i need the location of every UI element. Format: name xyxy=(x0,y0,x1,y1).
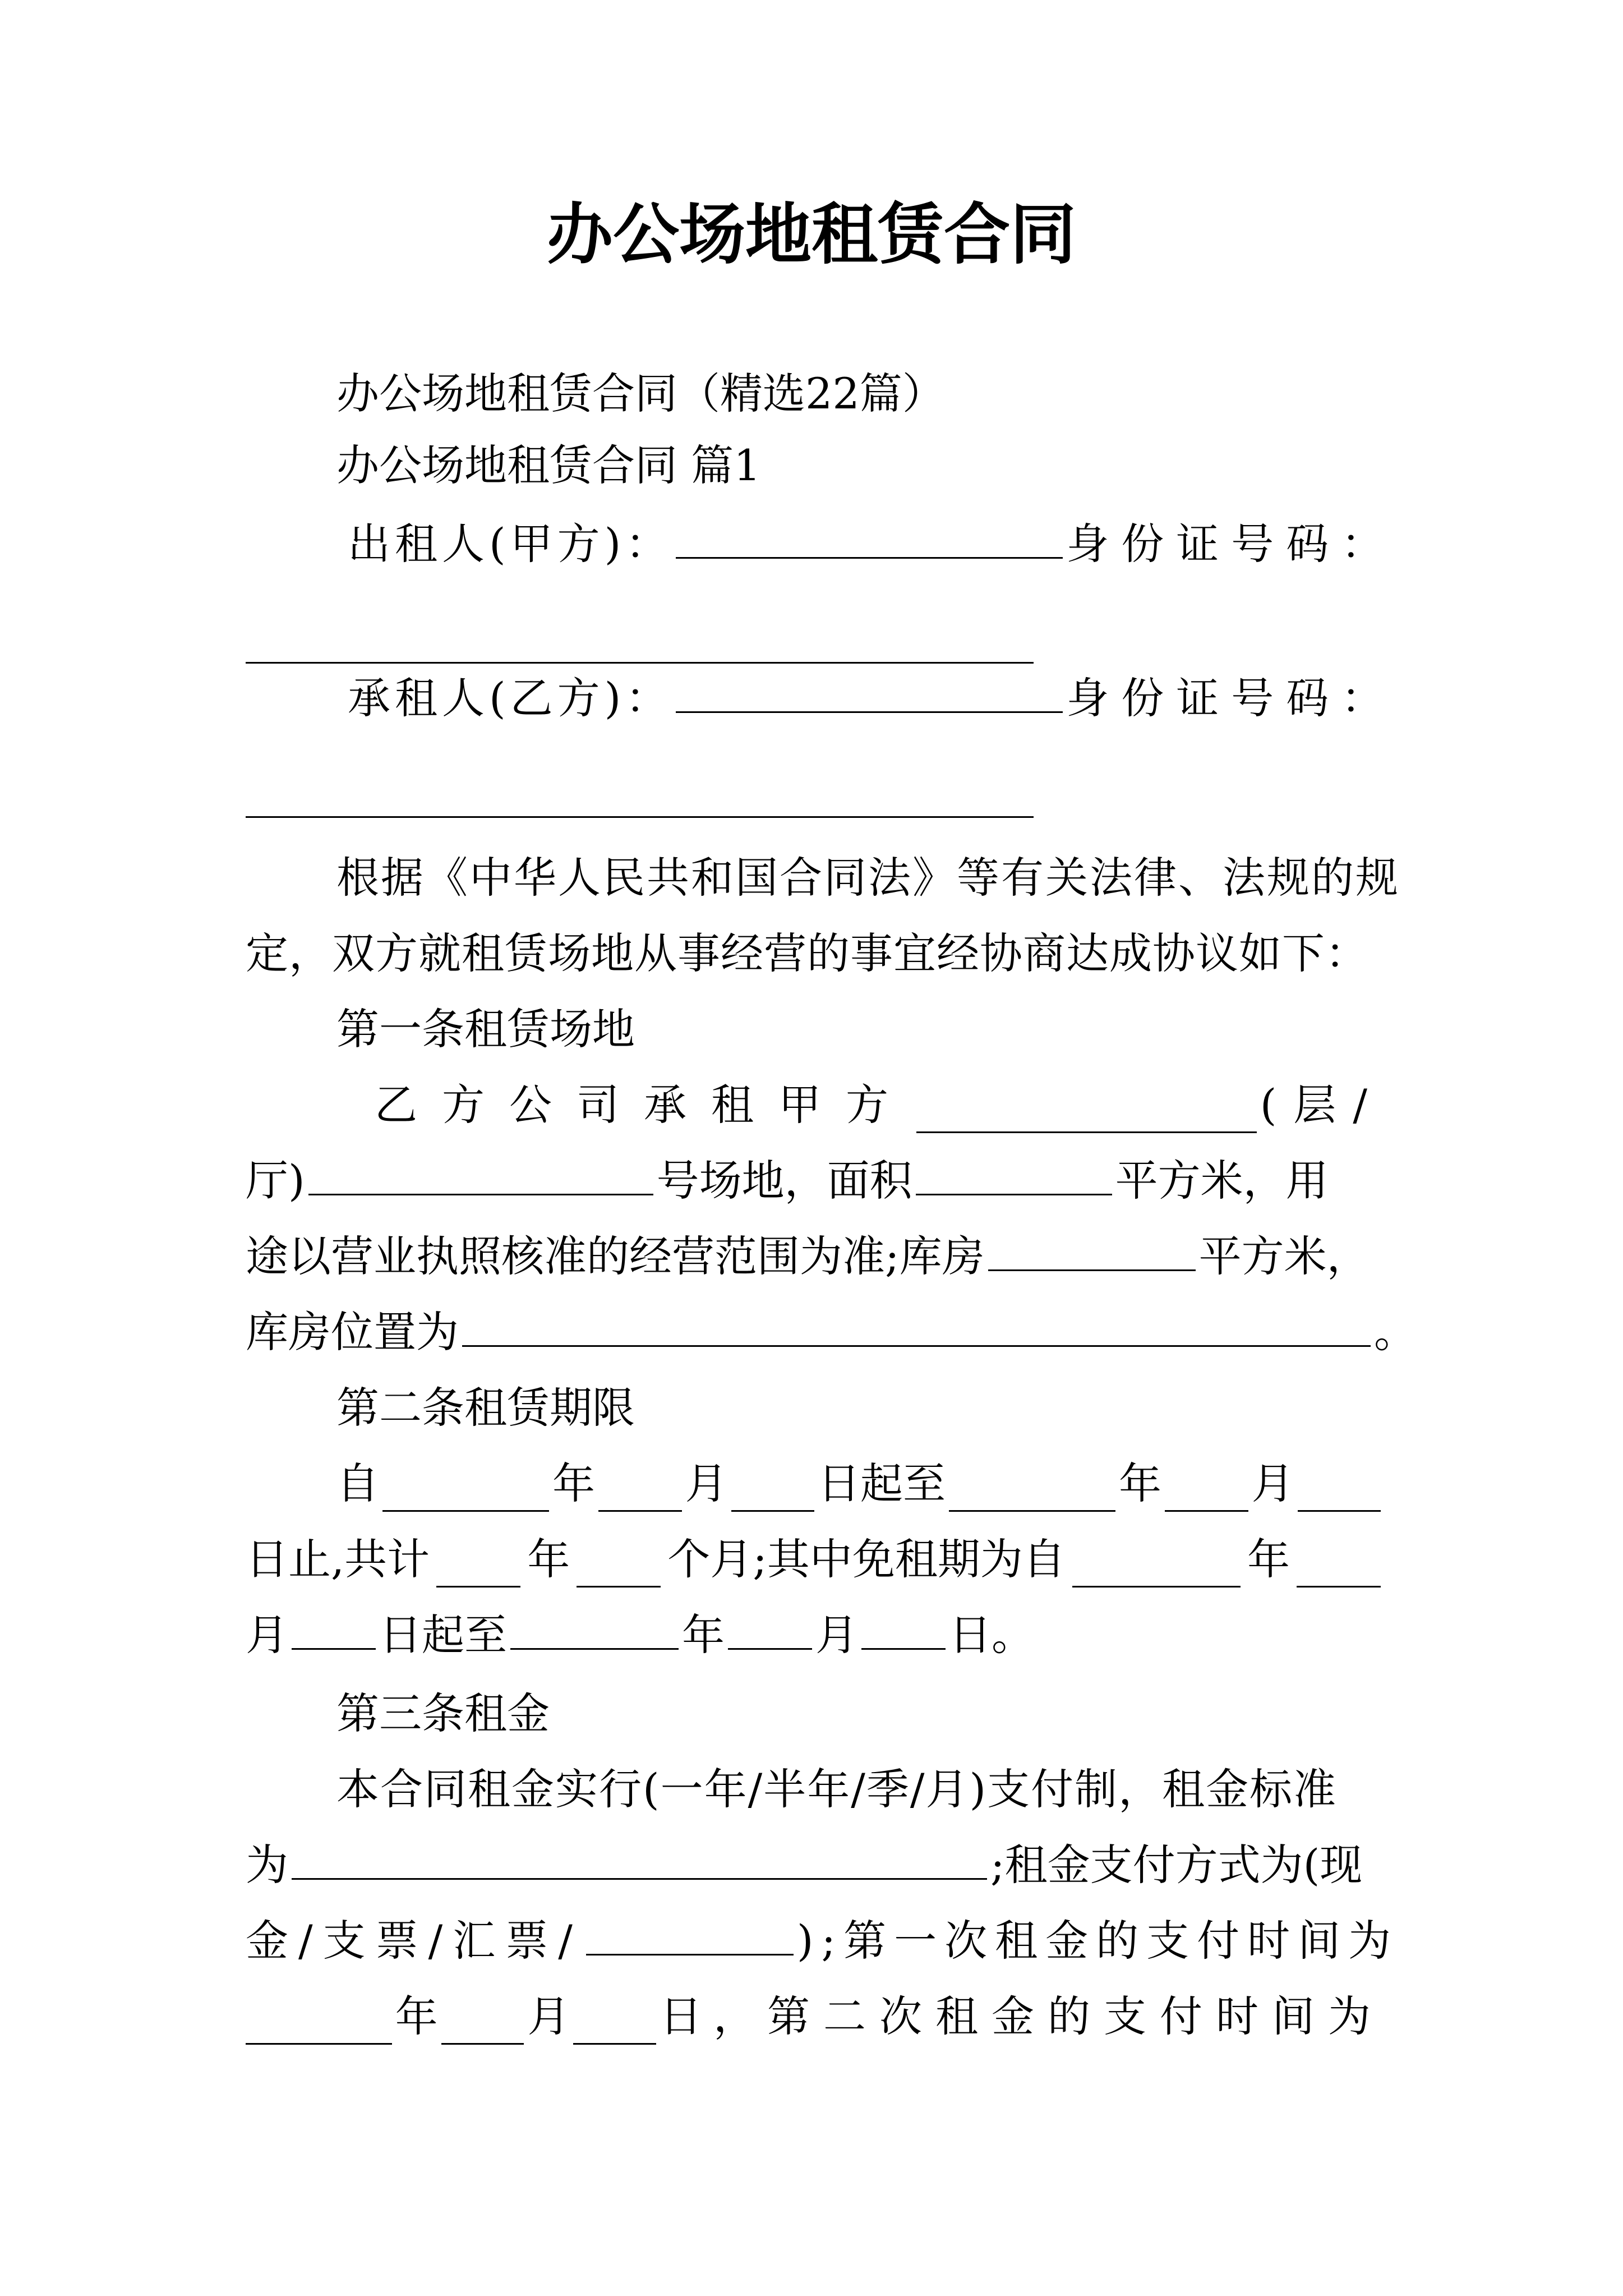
text: 年 xyxy=(682,1610,725,1660)
text: ;租金支付方式为(现 xyxy=(990,1840,1363,1890)
warehouse-location-blank[interactable] xyxy=(462,1306,1371,1347)
text: 平方米，用 xyxy=(1115,1156,1329,1205)
id-label: 身份证号码： xyxy=(1066,673,1396,723)
free-start-month-blank[interactable] xyxy=(1297,1547,1381,1588)
free-start-year-blank[interactable] xyxy=(1072,1547,1241,1588)
text: 年 xyxy=(527,1534,570,1584)
text: 月 xyxy=(815,1610,858,1660)
article-2-line-3 xyxy=(246,1607,1384,1663)
site-number-blank[interactable] xyxy=(308,1154,653,1195)
free-end-year-blank[interactable] xyxy=(510,1609,679,1650)
text: 途以营业执照核准的经营范围为准;库房 xyxy=(246,1231,985,1281)
text: 。 xyxy=(1374,1307,1417,1357)
start-day-blank[interactable] xyxy=(731,1471,815,1512)
lessor-id-blank[interactable] xyxy=(246,662,1034,664)
preamble-line-1: 根据《中华人民共和国合同法》等有关法律、法规的规 xyxy=(336,853,1400,903)
text: 平方米， xyxy=(1198,1231,1370,1281)
text: 第二次租金的支付时间为 xyxy=(767,1991,1384,2041)
article-3-line-4 xyxy=(246,1989,1384,2045)
text: 日止,共计 xyxy=(246,1534,430,1584)
text: 个月;其中免租期为自 xyxy=(667,1534,1066,1584)
article-3-line-2 xyxy=(246,1837,1384,1893)
text: 厅) xyxy=(246,1156,305,1205)
lessor-line xyxy=(348,516,1396,572)
text: 为 xyxy=(246,1840,288,1890)
lessor-label: 出租人(甲方)： xyxy=(348,519,673,569)
lessee-line xyxy=(348,670,1396,726)
article-3-line-3 xyxy=(246,1913,1399,1969)
area-blank[interactable] xyxy=(916,1154,1112,1195)
article-3-title: 第三条租金 xyxy=(336,1688,550,1738)
text: 库房位置为 xyxy=(246,1307,459,1357)
text: 金/支票/汇票/ xyxy=(246,1916,583,1966)
lessee-id-blank[interactable] xyxy=(246,816,1034,818)
floor-blank[interactable] xyxy=(916,1092,1257,1133)
start-month-blank[interactable] xyxy=(598,1471,682,1512)
document-title: 办公场地租赁合同 xyxy=(546,195,1076,273)
subtitle: 办公场地租赁合同（精选22篇） xyxy=(336,369,945,418)
text: 日。 xyxy=(949,1610,1034,1660)
text: );第一次租金的支付时间为 xyxy=(796,1916,1399,1966)
article-1-line-1 xyxy=(375,1077,1384,1133)
free-end-day-blank[interactable] xyxy=(861,1609,946,1650)
article-3-line-1: 本合同租金实行(一年/半年/季/月)支付制，租金标准 xyxy=(336,1764,1338,1814)
text: 月 xyxy=(685,1458,728,1508)
payment-method-blank[interactable] xyxy=(586,1915,794,1955)
end-year-blank[interactable] xyxy=(949,1471,1115,1512)
total-years-blank[interactable] xyxy=(436,1547,520,1588)
total-months-blank[interactable] xyxy=(577,1547,661,1588)
text: 月 xyxy=(1251,1458,1294,1508)
free-start-day-blank[interactable] xyxy=(292,1609,376,1650)
text: (层/ xyxy=(1260,1080,1384,1130)
article-2-line-1 xyxy=(336,1456,1384,1512)
text: 自 xyxy=(336,1458,379,1508)
text: 年 xyxy=(1247,1534,1290,1584)
preamble-line-2: 定，双方就租赁场地从事经营的事宜经协商达成协议如下： xyxy=(246,928,1368,978)
free-end-month-blank[interactable] xyxy=(728,1609,812,1650)
text: 日， xyxy=(660,1991,767,2041)
end-day-blank[interactable] xyxy=(1298,1471,1381,1512)
text: 乙方公司承租甲方 xyxy=(375,1080,913,1130)
text: 号场地，面积 xyxy=(656,1156,912,1205)
rent-standard-blank[interactable] xyxy=(292,1839,987,1880)
section-heading: 办公场地租赁合同 篇1 xyxy=(336,440,761,490)
text: 月 xyxy=(527,1991,570,2041)
lessor-name-blank[interactable] xyxy=(676,518,1063,559)
first-payment-month-blank[interactable] xyxy=(441,2004,524,2045)
first-payment-year-blank[interactable] xyxy=(246,2004,392,2045)
text: 日起至 xyxy=(818,1458,946,1508)
text: 日起至 xyxy=(379,1610,507,1660)
warehouse-area-blank[interactable] xyxy=(988,1230,1196,1271)
article-2-title: 第二条租赁期限 xyxy=(336,1383,635,1433)
start-year-blank[interactable] xyxy=(382,1471,549,1512)
text: 年 xyxy=(552,1458,595,1508)
first-payment-day-blank[interactable] xyxy=(573,2004,656,2045)
article-1-line-2 xyxy=(246,1153,1384,1209)
id-label: 身份证号码： xyxy=(1066,519,1396,569)
text: 月 xyxy=(246,1610,288,1660)
lessee-name-blank[interactable] xyxy=(676,672,1063,713)
text: 年 xyxy=(395,1991,438,2041)
article-2-line-2 xyxy=(246,1531,1384,1588)
lessee-label: 承租人(乙方)： xyxy=(348,673,673,723)
text: 年 xyxy=(1119,1458,1161,1508)
article-1-line-3 xyxy=(246,1228,1384,1285)
article-1-title: 第一条租赁场地 xyxy=(336,1004,635,1054)
article-1-line-4 xyxy=(246,1304,1417,1360)
end-month-blank[interactable] xyxy=(1165,1471,1248,1512)
